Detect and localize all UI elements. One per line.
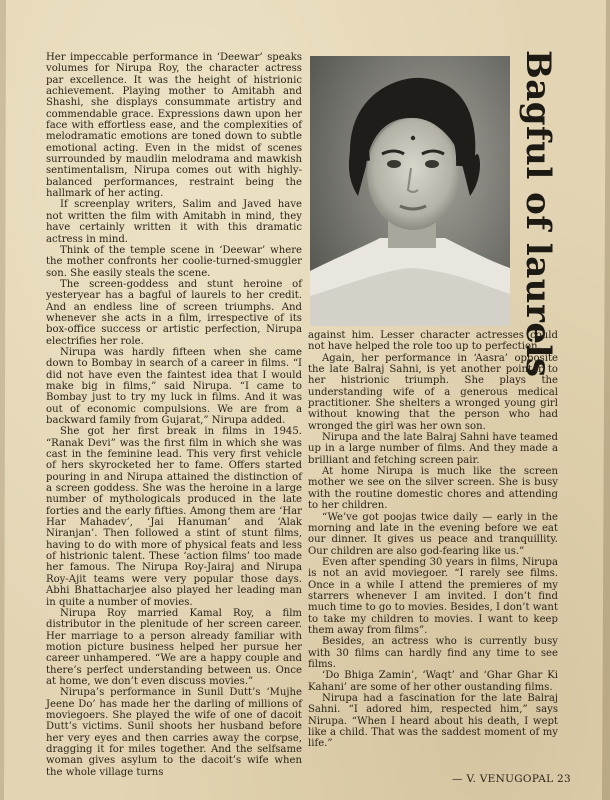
paragraph: Nirupa Roy married Kamal Roy, a film distributor in the plenitude of her screen career. Her marriage to a person already familiar with motion picture business helped her pursue her career unhampered. “We are a happy couple and there’s perfect understanding between us. Once at home, we don’t even discuss movies.”: [46, 607, 302, 687]
paragraph: Nirupa was hardly fifteen when she came down to Bombay in search of a career in films. “I did not have even the faintest idea that I would make big in films,” said Nirupa. “I came to Bombay just to try my luck in films. And it was out of economic compulsions. We are from a backward family from Gujarat,” Nirupa added.: [46, 346, 302, 426]
paragraph: Nirupa’s performance in Sunil Dutt’s ‘Mujhe Jeene Do’ has made her the darling of millions of moviegoers. She played the wife of one of dacoit Dutt’s victims. Sunil shoots her husband before her very eyes and then carries away the corpse, dragging it for miles together. And the selfsame woman gives asylum to the dacoit’s wife when the whole village turns: [46, 687, 302, 778]
paragraph: She got her first break in films in 1945. “Ranak Devi” was the first film in which she was cast in the feminine lead. This very first vehicle of hers skyrocketed her to fame. Offers started pouring in and Nirupa attained the distinction of a screen goddess. She was the heroine in a large number of mythologicals produced in the late forties and the early fifties. Among them are ‘Har Har Mahadev’, ‘Jai Hanuman’ and ‘Alak Niranjan’. Then followed a stint of stunt films, having to do with more of physical feats and less of histrionic talent. These ‘action films’ too made her famous. The Nirupa Roy-Jairaj and Nirupa Roy-Ajit teams were very popular those days. Abhi Bhattacharjee also played her leading man in quite a number of movies.: [46, 426, 302, 608]
article-headline: [516, 50, 564, 378]
paragraph: At home Nirupa is much like the screen mother we see on the silver screen. She is busy with the routine domestic chores and attending to her children.: [308, 466, 558, 512]
paragraph: If screenplay writers, Salim and Javed have not written the film with Amitabh in mind, they have certainly written it with this dramatic actress in mind.: [46, 199, 302, 245]
paragraph: Besides, an actress who is currently busy with 30 films can hardly find any time to see films.: [308, 636, 558, 670]
portrait-photo: [310, 56, 510, 326]
paragraph: Even after spending 30 years in films, Nirupa is not an avid moviegoer. “I rarely see films. Once in a while I attend the premieres of my starrers whenever I am invited. I don’t find much time to go to movies. Besides, I don’t want to take my children to movies. I want to keep them away from films”.: [308, 556, 558, 636]
left-text-column: [46, 52, 302, 778]
author-signoff: — V. VENUGOPAL 23: [452, 773, 571, 785]
paragraph: “We’ve got poojas twice daily — early in the morning and late in the evening before we eat our dinner. It gives us peace and tranquillity. Our children are also god-fearing like us.”: [308, 511, 558, 557]
headline-text: Bagful of laurels: [518, 50, 558, 378]
right-text-column: [308, 330, 558, 750]
paragraph: Again, her performance in ‘Aasra’ opposite the late Balraj Sahni, is yet another pointer to her histrionic triumph. She plays the understanding wife of a generous medical practitioner. She shelters a wronged young girl without knowing that the person who had wronged the girl was her own son.: [308, 352, 558, 432]
paragraph: ‘Do Bhiga Zamin’, ‘Waqt’ and ‘Ghar Ghar Ki Kahani’ are some of her other oustanding films.: [308, 670, 558, 693]
paragraph: Think of the temple scene in ‘Deewar’ where the mother confronts her coolie-turned-smuggler son. She easily steals the scene.: [46, 244, 302, 279]
paragraph: Nirupa had a fascination for the late Balraj Sahni. “I adored him, respected him,” says Nirupa. “When I heard about his death, I wept like a child. That was the saddest moment of my life.”: [308, 693, 558, 750]
paragraph: The screen-goddess and stunt heroine of yesteryear has a bagful of laurels to her credit. And an endless line of screen triumphs. And whenever she acts in a film, irrespective of its box-office success or artistic perfection, Nirupa electrifies her role.: [46, 278, 302, 347]
paragraph: Nirupa and the late Balraj Sahni have teamed up in a large number of films. And they made a brilliant and fetching screen pair.: [308, 432, 558, 466]
paragraph: Her impeccable performance in ‘Deewar’ speaks volumes for Nirupa Roy, the character actress par excellence. It was the height of histrionic achievement. Playing mother to Amitabh and Shashi, she displays consummate artistry and commendable grace. Expressions dawn upon her face with effortless ease, and the complexities of melodramatic emotions are toned down to subtle emotional acting. Even in the midst of scenes surrounded by maudlin melodrama and mawkish sentimentalism, Nirupa comes out with highly-balanced performances, restraint being the hallmark of her acting.: [46, 52, 302, 200]
portrait-illustration: [310, 56, 510, 326]
paragraph: against him. Lesser character actresses could not have helped the role too up to perfection.: [308, 330, 558, 353]
